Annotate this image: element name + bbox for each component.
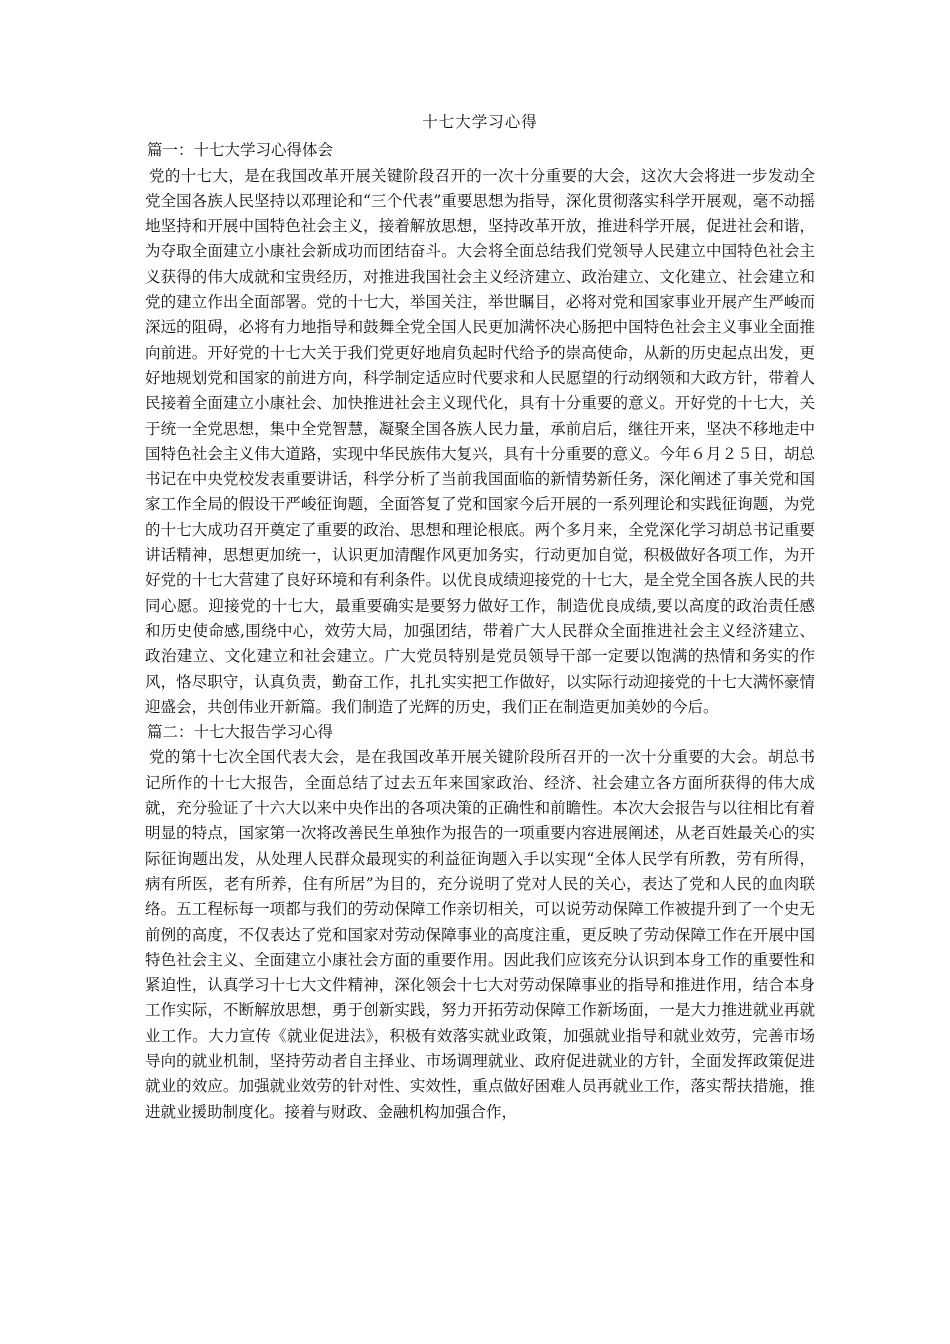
- section-1: [145, 138, 815, 720]
- section-paragraph: 党的十七大，是在我国改革开展关键阶段召开的一次十分重要的大会，这次大会将进一步发动全党全国各族人民坚持以邓理论和“三个代表”重要思想为指导，深化贯彻落实科学开展观，毫不动摇地坚持和开展中国特色社会主义，接着解放思想，坚持改革开放，推进科学开展，促进社会和谐，为夺取全面建立小康社会新成功而团结奋斗。大会将全面总结我们党领导人民建立中国特色社会主义获得的伟大成就和宝贵经历，对推进我国社会主义经济建立、政治建立、文化建立、社会建立和党的建立作出全面部署。党的十七大，举国关注，举世瞩目，必将对党和国家事业开展产生严峻而深远的阻碍，必将有力地指导和鼓舞全党全国人民更加满怀决心肠把中国特色社会主义事业全面推向前进。开好党的十七大关于我们党更好地肩负起时代给予的崇高使命，从新的历史起点出发，更好地规划党和国家的前进方向，科学制定适应时代要求和人民愿望的行动纲领和大政方针，带着人民接着全面建立小康社会、加快推进社会主义现代化，具有十分重要的意义。开好党的十七大，关于统一全党思想，集中全党智慧，凝聚全国各族人民力量，承前启后，继往开来，坚决不移地走中国特色社会主义伟大道路，实现中华民族伟大复兴，具有十分重要的意义。今年６月２５日，胡总书记在中央党校发表重要讲话，科学分析了当前我国面临的新情势新任务，深化阐述了事关党和国家工作全局的假设干严峻征询题，全面答复了党和国家今后开展的一系列理论和实践征询题，为党的十七大成功召开奠定了重要的政治、思想和理论根底。两个多月来，全党深化学习胡总书记重要讲话精神，思想更加统一，认识更加清醒作风更加务实，行动更加自觉，积极做好各项工作，为开好党的十七大营建了良好环境和有利条件。以优良成绩迎接党的十七大，是全党全国各族人民的共同心愿。迎接党的十七大，最重要确实是要努力做好工作，制造优良成绩,要以高度的政治责任感和历史使命感,围绕中心，效劳大局，加强团结，带着广大人民群众全面推进社会主义经济建立、政治建立、文化建立和社会建立。广大党员特别是党员领导干部一定要以饱满的热情和务实的作风，恪尽职守，认真负责，勤奋工作，扎扎实实把工作做好，以实际行动迎接党的十七大满怀豪情迎盛会，共创伟业开新篇。我们制造了光辉的历史，我们正在制造更加美妙的今后。: [145, 166, 815, 716]
- section-paragraph: 党的第十七次全国代表大会，是在我国改革开展关键阶段所召开的一次十分重要的大会。胡总书记所作的十七大报告，全面总结了过去五年来国家政治、经济、社会建立各方面所获得的伟大成就，充分验证了十六大以来中央作出的各项决策的正确性和前瞻性。本次大会报告与以往相比有着明显的特点，国家第一次将改善民生单独作为报告的一项重要内容进展阐述，从老百姓最关心的实际征询题出发，从处理人民群众最现实的利益征询题入手以实现“全体人民学有所教，劳有所得，病有所医，老有所养，住有所居”为目的，充分说明了党对人民的关心，表达了党和人民的血肉联络。五工程标每一项都与我们的劳动保障工作亲切相关，可以说劳动保障工作被提升到了一个史无前例的高度，不仅表达了党和国家对劳动保障事业的高度注重，更反映了劳动保障工作在开展中国特色社会主义、全面建立小康社会方面的重要作用。因此我们应该充分认识到本身工作的重要性和紧迫性，认真学习十七大文件精神，深化领会十七大对劳动保障事业的指导和推进作用，结合本身工作实际，不断解放思想，勇于创新实践，努力开拓劳动保障工作新场面，一是大力推进就业再就业工作。大力宣传《就业促进法》，积极有效落实就业政策，加强就业指导和就业效劳，完善市场导向的就业机制，坚持劳动者自主择业、市场调理就业、政府促进就业的方针，全面发挥政策促进就业的效应。加强就业效劳的针对性、实效性，重点做好困难人员再就业工作，落实帮扶措施，推进就业援助制度化。接着与财政、金融机构加强合作，: [145, 748, 815, 1121]
- document-body: [145, 110, 815, 1125]
- section-heading: 篇二：十七大报告学习心得: [147, 723, 334, 742]
- page-title: 十七大学习心得: [422, 113, 538, 131]
- section-2: [145, 720, 815, 1125]
- section-heading: 篇一：十七大学习心得体会: [147, 141, 334, 160]
